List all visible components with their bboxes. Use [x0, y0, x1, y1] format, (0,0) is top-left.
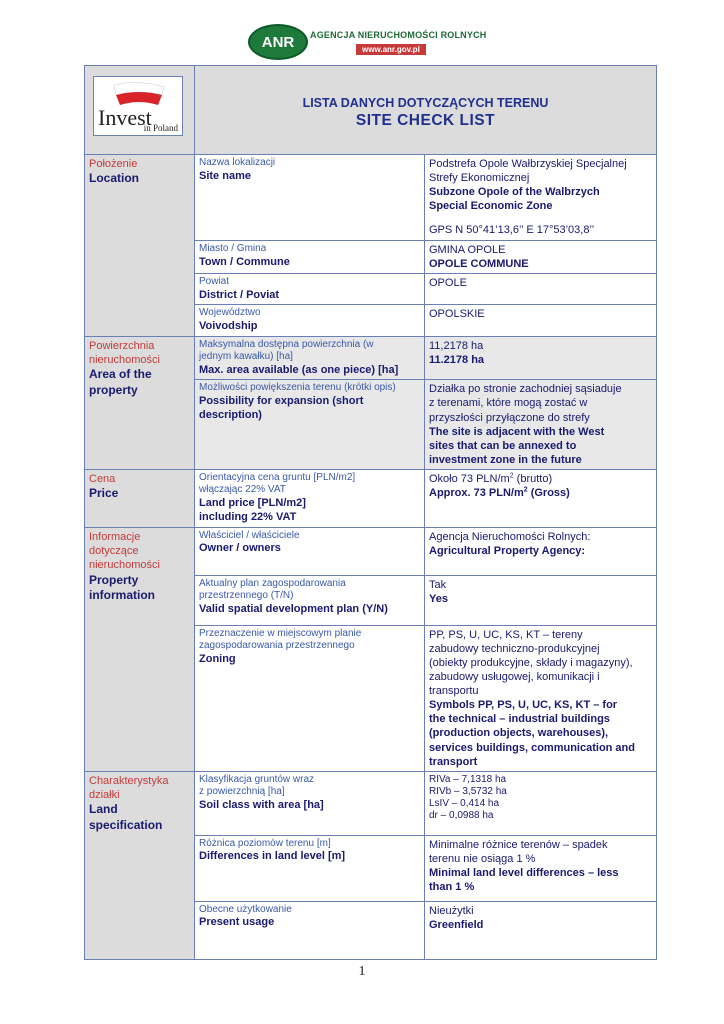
label-pl: Aktualny plan zagospodarowania [199, 577, 346, 589]
label-en: description) [199, 408, 262, 421]
label-level [195, 835, 425, 901]
value-en: Yes [429, 592, 448, 605]
category-label-en: specification [89, 817, 163, 832]
label-en: Soil class with area [ha] [199, 798, 324, 811]
value-en: Special Economic Zone [429, 200, 553, 213]
label-en: Land price [PLN/m2] [199, 496, 306, 509]
value-price [425, 469, 657, 527]
soil-class-value: dr – 0,0988 ha [429, 809, 494, 821]
value-pl [429, 472, 652, 486]
category-label-en: Area of the [89, 367, 152, 382]
value-site-name [425, 155, 657, 241]
in-poland-text: in Poland [143, 123, 178, 133]
price-en-text: Approx. 73 PLN/m [429, 486, 524, 499]
value-max-area [425, 336, 657, 380]
agency-header [248, 24, 488, 58]
title-english: SITE CHECK LIST [355, 112, 496, 129]
label-pl: przestrzennego (T/N) [199, 590, 294, 602]
label-en: Differences in land level [m] [199, 850, 346, 863]
label-pl: Miasto / Gmina [199, 243, 267, 254]
value-pl: GMINA OPOLE [429, 244, 506, 256]
value-pl: 11,2178 ha [429, 339, 484, 352]
category-label-pl: Powierzchnia [89, 339, 155, 352]
value-pl: terenu nie osiąga 1 % [429, 852, 536, 865]
value-en: investment zone in the future [429, 453, 582, 466]
value-pl: Podstrefa Opole Wałbrzyskiej Specjalnej [429, 158, 627, 170]
soil-class-value: RIVa – 7,1318 ha [429, 773, 507, 785]
label-en: Site name [199, 169, 251, 182]
label-en: Present usage [199, 916, 275, 929]
title-polish: LISTA DANYCH DOTYCZĄCYCH TERENU [302, 96, 549, 110]
label-site-name [195, 155, 425, 241]
value-en: services buildings, communication and [429, 741, 635, 754]
value-en: Agricultural Property Agency: [429, 544, 586, 557]
category-label-en: Location [89, 171, 139, 186]
label-pl: włączając 22% VAT [199, 484, 286, 496]
category-label-pl: Charakterystyka [89, 774, 169, 787]
label-usage [195, 901, 425, 959]
category-property [85, 527, 195, 771]
row-soil [85, 771, 657, 835]
flag-icon [112, 81, 166, 107]
label-owner [195, 527, 425, 575]
page-number: 1 [358, 964, 366, 979]
label-district [195, 274, 425, 305]
value-en: transport [429, 755, 478, 768]
value-voivodship [425, 305, 657, 336]
label-pl: Przeznaczenie w miejscowym planie [199, 627, 362, 639]
value-pl: (obiekty produkcyjne, składy i magazyny), [429, 657, 633, 670]
label-soil [195, 771, 425, 835]
title-row [85, 66, 657, 155]
invest-word: Invest [98, 105, 152, 130]
label-pl: Powiat [199, 276, 230, 288]
label-price [195, 469, 425, 527]
category-label-en: property [89, 382, 138, 397]
label-pl: Różnica poziomów terenu [m] [199, 837, 331, 849]
value-en: than 1 % [429, 880, 475, 893]
soil-class-value: RIVb – 3,5732 ha [429, 785, 507, 797]
value-en: Subzone Opole of the Walbrzych [429, 186, 600, 199]
value-pl: zabudowy techniczno-produkcyjnej [429, 642, 600, 655]
label-pl: jednym kawałku) [ha] [199, 351, 293, 363]
price-pl-text: Około 73 PLN/m [429, 472, 510, 485]
value-en: sites that can be annexed to [429, 439, 577, 452]
category-label-pl: Informacje [89, 530, 141, 543]
value-en: Symbols PP, PS, U, UC, KS, KT – for [429, 699, 618, 712]
value-plan [425, 575, 657, 625]
value-zoning [425, 625, 657, 771]
superscript: 2 [523, 486, 528, 494]
row-price [85, 469, 657, 527]
category-label-en: information [89, 588, 155, 603]
label-en: Owner / owners [199, 542, 281, 555]
value-pl: Strefy Ekonomicznej [429, 172, 530, 185]
value-pl: Nieużytki [429, 904, 474, 917]
category-label-pl: nieruchomości [89, 559, 160, 572]
value: OPOLSKIE [429, 308, 485, 321]
invest-logo-cell [85, 66, 195, 155]
category-area [85, 336, 195, 469]
label-pl: Obecne użytkowanie [199, 903, 292, 915]
value-en: the technical – industrial buildings [429, 713, 610, 726]
soil-class-value: LsIV – 0,414 ha [429, 797, 500, 809]
value-pl: transportu [429, 685, 479, 698]
invest-in-poland-logo [93, 76, 183, 136]
label-en: Valid spatial development plan (Y/N) [199, 602, 388, 615]
label-pl: z powierzchnią [ha] [199, 786, 285, 798]
value-pl: zabudowy usługowej, komunikacji i [429, 671, 600, 684]
value: OPOLE [429, 277, 467, 290]
value-usage [425, 901, 657, 959]
value-pl: Agencja Nieruchomości Rolnych: [429, 530, 591, 543]
label-en: Voivodship [199, 319, 258, 332]
value-pl: przyszłości przyłączone do strefy [429, 411, 590, 424]
category-label-en: Land [89, 802, 118, 817]
label-pl: zagospodarowania przestrzennego [199, 640, 355, 652]
title-cell [195, 66, 657, 155]
category-label-en: Property [89, 572, 139, 587]
label-en: District / Poviat [199, 288, 280, 301]
value-pl: z terenami, które mogą zostać w [429, 397, 588, 410]
row-max-area [85, 336, 657, 380]
label-pl: Województwo [199, 307, 261, 319]
label-expansion [195, 380, 425, 469]
anr-logo: ANR [248, 24, 308, 60]
value-soil [425, 771, 657, 835]
superscript: 2 [509, 472, 514, 480]
value-en: The site is adjacent with the West [429, 425, 605, 438]
agency-name: AGENCJA NIERUCHOMOŚCI ROLNYCH [310, 30, 487, 40]
label-en: including 22% VAT [199, 510, 297, 523]
value-town [425, 241, 657, 274]
label-voivodship [195, 305, 425, 336]
value-district [425, 274, 657, 305]
value-pl: Tak [429, 578, 447, 591]
label-en: Town / Commune [199, 255, 290, 268]
value-level [425, 835, 657, 901]
value-en: (production objects, warehouses), [429, 727, 609, 740]
label-pl: Możliwości powiększenia terenu (krótki opis) [199, 382, 396, 394]
label-pl: Nazwa lokalizacji [199, 157, 276, 168]
label-pl: Właściciel / właściciele [199, 529, 300, 541]
label-max-area [195, 336, 425, 380]
label-en: Max. area available (as one piece) [ha] [199, 363, 399, 376]
label-pl: Orientacyjna cena gruntu [PLN/m2] [199, 471, 356, 483]
agency-url[interactable]: www.anr.gov.pl [356, 44, 426, 55]
value-en: OPOLE COMMUNE [429, 258, 529, 271]
row-site-name [85, 155, 657, 241]
label-pl: Maksymalna dostępna powierzchnia (w [199, 338, 374, 350]
category-label-pl: nieruchomości [89, 353, 160, 366]
value-owner [425, 527, 657, 575]
value-expansion [425, 380, 657, 469]
label-plan [195, 575, 425, 625]
price-en-suffix: (Gross) [527, 486, 570, 499]
category-label-pl: dotyczące [89, 545, 139, 558]
label-town [195, 241, 425, 274]
label-zoning [195, 625, 425, 771]
category-price [85, 469, 195, 527]
value-en: 11.2178 ha [429, 353, 485, 366]
price-pl-suffix: (brutto) [513, 472, 553, 485]
site-check-list-table [84, 65, 657, 960]
category-label-pl: Cena [89, 472, 116, 485]
gps-coordinates: GPS N 50°41’13,6’’ E 17°53’03,8’’ [429, 224, 595, 237]
category-label-en: Price [89, 486, 119, 501]
label-pl: Klasyfikacja gruntów wraz [199, 773, 315, 785]
value-pl: PP, PS, U, UC, KS, KT – tereny [429, 628, 583, 641]
row-owner [85, 527, 657, 575]
category-land [85, 771, 195, 959]
category-location [85, 155, 195, 337]
value-en: Minimal land level differences – less [429, 866, 619, 879]
value-pl: Działka po stronie zachodniej sąsiaduje [429, 383, 622, 396]
label-en: Possibility for expansion (short [199, 394, 364, 407]
value-pl: Minimalne różnice terenów – spadek [429, 838, 608, 851]
label-en: Zoning [199, 652, 236, 665]
value-en: Greenfield [429, 918, 484, 931]
category-label-pl: Położenie [89, 158, 138, 170]
category-label-pl: działki [89, 788, 120, 801]
value-en [429, 486, 652, 500]
